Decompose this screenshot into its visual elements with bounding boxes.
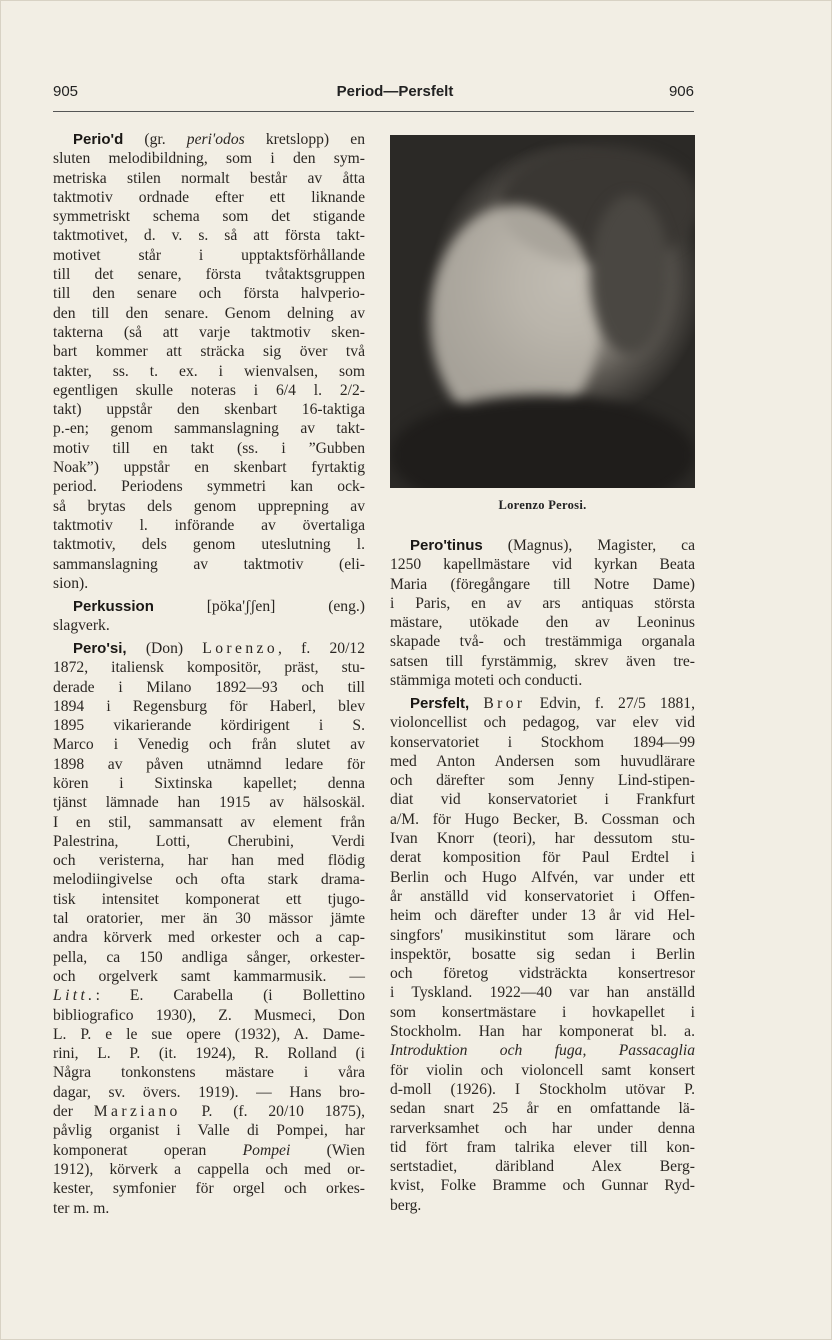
text-segment: 1250 kapellmästare vid kyrkan Beata (390, 556, 695, 574)
text-line (390, 983, 695, 1002)
text-line (390, 945, 695, 964)
text-line (390, 1022, 695, 1041)
text-segment: 1872, italiensk kompositör, präst, stu- (53, 659, 365, 677)
text-line (53, 986, 365, 1005)
text-line (53, 735, 365, 754)
text-segment: mästare, utökade den av Leoninus (390, 614, 695, 632)
text-segment: i Tyskland. 1922—40 var han anställd (390, 984, 695, 1002)
text-segment: I en stil, sammansatt av element från (53, 813, 365, 831)
text-segment: p.-en; genom sammanslagning av takt- (53, 420, 365, 438)
text-line (53, 890, 365, 909)
text-segment: rini, L. P. (it. 1924), R. Rolland (i (53, 1045, 365, 1063)
photo-caption: Lorenzo Perosi. (498, 498, 587, 512)
text-segment: Ivan Knorr (teori), har dessutom stu- (390, 830, 695, 848)
text-segment: som konsertmästare i hovkapellet i (390, 1003, 695, 1021)
text-segment: egentligen skulle noteras i 6/4 l. 2/2- (53, 381, 365, 399)
text-line (390, 906, 695, 925)
text-line (53, 870, 365, 889)
text-line (53, 439, 365, 458)
text-line (53, 639, 365, 658)
text-segment: Stockholm. Han har komponerat bl. a. (390, 1023, 695, 1041)
text-segment: takt) uppstår den skenbart 16-taktiga (53, 401, 365, 419)
text-line (390, 1157, 695, 1176)
text-segment: heim och därefter under 13 år vid Hel- (390, 907, 695, 925)
text-line (53, 246, 365, 265)
text-line (390, 694, 695, 713)
text-line (53, 304, 365, 323)
text-line (53, 149, 365, 168)
text-segment: påvlig organist i Valle di Pompei, har (53, 1122, 365, 1140)
text-segment: (Don) (126, 639, 203, 657)
text-segment: 1912), körverk a cappella och med or- (53, 1160, 365, 1178)
text-line (53, 458, 365, 477)
text-segment: 1898 av påven utnämnd ledare för (53, 755, 365, 773)
text-line (53, 716, 365, 735)
text-segment: och orgelverk samt kammarmusik. — (53, 967, 365, 985)
text-segment: sion). (53, 574, 89, 592)
text-line (53, 1083, 365, 1102)
text-segment: : E. Carabella (i Bollettino (95, 987, 365, 1005)
text-segment: Palestrina, Lotti, Cherubini, Verdi (53, 832, 365, 850)
text-segment: derat komposition för Paul Erdtel i (390, 849, 695, 867)
text-line (53, 1141, 365, 1160)
text-line (390, 887, 695, 906)
text-segment: andra körverk med orkester och a cap- (53, 929, 365, 947)
page-number-left: 905 (53, 83, 79, 100)
text-segment: komponerat operan (53, 1141, 243, 1159)
text-segment: takter, ss. t. ex. i wienvalsen, som (53, 362, 365, 380)
text-segment: metriska stilen normalt består av åtta (53, 169, 365, 187)
text-line (390, 1061, 695, 1080)
text-line (53, 597, 365, 616)
text-segment: tisk intensitet komponerat ett tjugo- (53, 890, 365, 908)
text-line (53, 1025, 365, 1044)
text-segment: berg. (390, 1196, 422, 1214)
text-segment: Edvin, f. 27/5 1881, (525, 694, 695, 712)
text-segment: d-moll (1926). I Stockholm utövar P. (390, 1080, 695, 1098)
text-segment: Berlin och Hugo Alfvén, var under ett (390, 868, 695, 886)
text-segment: slagverk. (53, 617, 110, 635)
text-segment: (Magnus), Magister, ca (482, 537, 695, 554)
text-line (53, 362, 365, 381)
text-segment: rarverksamhet och har under denna (390, 1119, 695, 1137)
text-line (390, 536, 695, 555)
text-line (53, 574, 365, 593)
text-line (390, 848, 695, 867)
text-line (390, 575, 695, 594)
text-segment: motivet står i upptaktsförhållande (53, 246, 365, 264)
text-segment: stämmiga moteti och conducti. (390, 672, 583, 690)
text-line (53, 1179, 365, 1198)
text-line (53, 1160, 365, 1179)
text-segment: så brytas dels genom upprepning av (53, 497, 365, 515)
text-line (53, 1006, 365, 1025)
text-segment: till den senare och första halvperio- (53, 285, 365, 303)
text-line (53, 381, 365, 400)
text-segment: och därefter som Jenny Lind-stipen- (390, 772, 695, 790)
text-segment: diat vid konservatoriet i Frankfurt (390, 791, 695, 809)
portrait-photo (390, 135, 695, 488)
text-segment: taktmotivet, d. v. s. så att första takt- (53, 227, 365, 245)
text-line (53, 1102, 365, 1121)
text-segment: den till den senare. Genom delning av (53, 304, 365, 322)
text-line (390, 1138, 695, 1157)
text-line (53, 169, 365, 188)
text-line (53, 678, 365, 697)
text-line (53, 967, 365, 986)
header-rule (53, 111, 694, 112)
text-line (53, 928, 365, 947)
text-line (390, 868, 695, 887)
text-segment: Maria (föregångare till Notre Dame) (390, 575, 695, 593)
text-segment: sedan snart 25 år en omfattande lä- (390, 1100, 695, 1118)
text-segment: kester, symfonier för orgel och orkes- (53, 1180, 365, 1198)
text-segment: bibliografico 1930), Z. Musmeci, Don (53, 1006, 365, 1024)
text-line (390, 613, 695, 632)
entry-headword: Persfelt, (410, 694, 470, 712)
text-segment: kvist, Folke Bramme och Gunnar Ryd- (390, 1177, 695, 1195)
text-segment: a/M. för Hugo Becker, B. Cossman och (390, 810, 695, 828)
text-line (390, 771, 695, 790)
text-line (53, 188, 365, 207)
entry-headword: Pero'tinus (410, 537, 483, 554)
text-line (53, 793, 365, 812)
entry-perotinus (390, 536, 695, 690)
running-title: Period—Persfelt (336, 83, 454, 100)
page-number-right: 906 (668, 83, 694, 100)
entry-headword: Pero'si, (73, 639, 127, 657)
text-segment: symmetriskt schema som det stigande (53, 208, 365, 226)
text-line (53, 1044, 365, 1063)
text-line (390, 829, 695, 848)
text-segment: P. (f. 20/10 1875), (180, 1103, 365, 1121)
text-line (53, 909, 365, 928)
text-line (53, 130, 365, 149)
text-segment: satsen till fyrstämmig, skrev även tre- (390, 652, 695, 670)
text-segment: (Wien (290, 1141, 365, 1159)
text-segment: Noak”) uppstår en skenbart fyrtaktig (53, 459, 365, 477)
text-segment: derade i Milano 1892—93 och till (53, 678, 365, 696)
text-line (390, 594, 695, 613)
text-line (53, 832, 365, 851)
text-line (53, 851, 365, 870)
text-line (390, 1196, 695, 1215)
text-line (53, 284, 365, 303)
text-line (53, 774, 365, 793)
text-line (53, 535, 365, 554)
text-line (53, 1121, 365, 1140)
text-segment: , f. 20/12 (278, 639, 365, 657)
text-line (53, 1063, 365, 1082)
text-line (390, 1119, 695, 1138)
text-line (53, 323, 365, 342)
text-segment: violoncellist och pedagog, var elev vid (390, 714, 695, 732)
text-segment: sammanslagning av taktmotiv (eli- (53, 555, 365, 573)
text-line (390, 1003, 695, 1022)
entry-persfelt (390, 694, 695, 1215)
text-line (53, 755, 365, 774)
text-segment: takterna (så att varje taktmotiv sken- (53, 323, 365, 341)
text-line (53, 658, 365, 677)
text-line (390, 652, 695, 671)
text-line (53, 342, 365, 361)
text-segment: sluten melodibildning, som i den sym- (53, 150, 365, 168)
text-line (53, 616, 365, 635)
text-segment: taktmotiv, dels genom uteslutning l. (53, 536, 365, 554)
text-segment: [pöka'ʃʃen] (eng.) (153, 597, 365, 615)
text-segment: inspektör, bosatte sig sedan i Berlin (390, 945, 695, 963)
text-line (53, 400, 365, 419)
text-line (53, 697, 365, 716)
text-line (390, 1041, 695, 1060)
text-segment (469, 695, 483, 712)
text-segment: motiv till en takt (ss. i ”Gubben (53, 439, 365, 457)
text-segment: Bror (483, 694, 526, 712)
text-segment: Litt. (53, 987, 96, 1005)
text-line (53, 265, 365, 284)
entry-perosi (53, 639, 365, 1218)
entry-headword: Perio'd (73, 131, 124, 148)
text-segment: för violin och violoncell samt konsert (390, 1061, 695, 1079)
text-segment: 1895 vikarierande kördirigent i S. (53, 717, 365, 735)
text-segment: i Paris, en av ars antiquas största (390, 594, 695, 612)
text-segment: till det senare, första tvåtaktsgruppen (53, 266, 365, 284)
text-line (53, 419, 365, 438)
entry-headword: Perkussion (73, 597, 154, 615)
text-segment: konservatoriet i Stockhom 1894—99 (390, 733, 695, 751)
text-segment: 1894 i Regensburg för Haberl, blev (53, 697, 365, 715)
text-segment: tjänst lämnade han 1915 av hälsoskäl. (53, 794, 365, 812)
entry-period (53, 130, 365, 593)
text-line (390, 1176, 695, 1195)
text-line (390, 1080, 695, 1099)
left-column (53, 130, 365, 1221)
text-segment: år anställd vid konservatoriet i Offen- (390, 887, 695, 905)
text-line (390, 926, 695, 945)
text-segment: Pompei (242, 1141, 291, 1159)
text-line (53, 948, 365, 967)
right-column (390, 536, 695, 1219)
text-segment: melodiingivelse och ofta stark drama- (53, 871, 365, 889)
text-segment: sertstadiet, däribland Alex Berg- (390, 1158, 695, 1176)
text-segment: tal oratorier, mer än 30 mässor jämte (53, 910, 365, 928)
text-segment: period. Periodens symmetri kan ock- (53, 478, 365, 496)
text-line (53, 813, 365, 832)
text-line (390, 810, 695, 829)
entry-perkussion (53, 597, 365, 636)
text-line (390, 555, 695, 574)
text-line (53, 226, 365, 245)
text-segment: singfors' musikinstitut som lärare och (390, 926, 695, 944)
text-segment: kretslopp) en (244, 131, 365, 148)
text-segment: bart kommer att sträcka sig över två (53, 343, 365, 361)
text-line (390, 790, 695, 809)
text-line (390, 713, 695, 732)
text-segment: dagar, sv. övers. 1919). — Hans bro- (53, 1083, 365, 1101)
text-segment: Några tonkonstens mästare i våra (53, 1064, 365, 1082)
text-segment: och veristerna, har han med flödig (53, 852, 365, 870)
text-segment: Marco i Venedig och från slutet av (53, 736, 365, 754)
text-segment: och företog vidsträckta konsertresor (390, 965, 695, 983)
text-segment: taktmotiv ordnade efter ett liknande (53, 188, 365, 206)
text-line (53, 497, 365, 516)
text-line (390, 752, 695, 771)
text-line (53, 207, 365, 226)
text-segment: skapade två- och trestämmiga organala (390, 633, 695, 651)
text-line (390, 1099, 695, 1118)
text-line (390, 671, 695, 690)
text-segment: ter m. m. (53, 1199, 110, 1217)
text-segment: L. P. e le sue opere (1932), A. Dame- (53, 1025, 365, 1043)
text-segment: Lorenzo (202, 639, 279, 657)
text-segment: pella, ca 150 andliga sånger, orkester- (53, 948, 365, 966)
text-segment: med Anton Andersen som huvudlärare (390, 752, 695, 770)
text-segment: kören i Sixtinska kapellet; denna (53, 774, 365, 792)
text-line (390, 733, 695, 752)
text-line (53, 555, 365, 574)
text-segment: tid fört fram talrika elever till kon- (390, 1138, 695, 1156)
text-line (53, 1199, 365, 1218)
text-line (53, 477, 365, 496)
text-segment: taktmotiv l. införande av övertaliga (53, 516, 365, 534)
text-segment: Introduktion och fuga, Passacaglia (390, 1042, 695, 1060)
text-line (390, 632, 695, 651)
text-segment: (gr. (123, 131, 187, 148)
text-segment: Marziano (93, 1103, 181, 1121)
text-segment: peri'odos (186, 131, 245, 148)
text-segment: der (53, 1103, 94, 1121)
text-line (390, 964, 695, 983)
text-line (53, 516, 365, 535)
